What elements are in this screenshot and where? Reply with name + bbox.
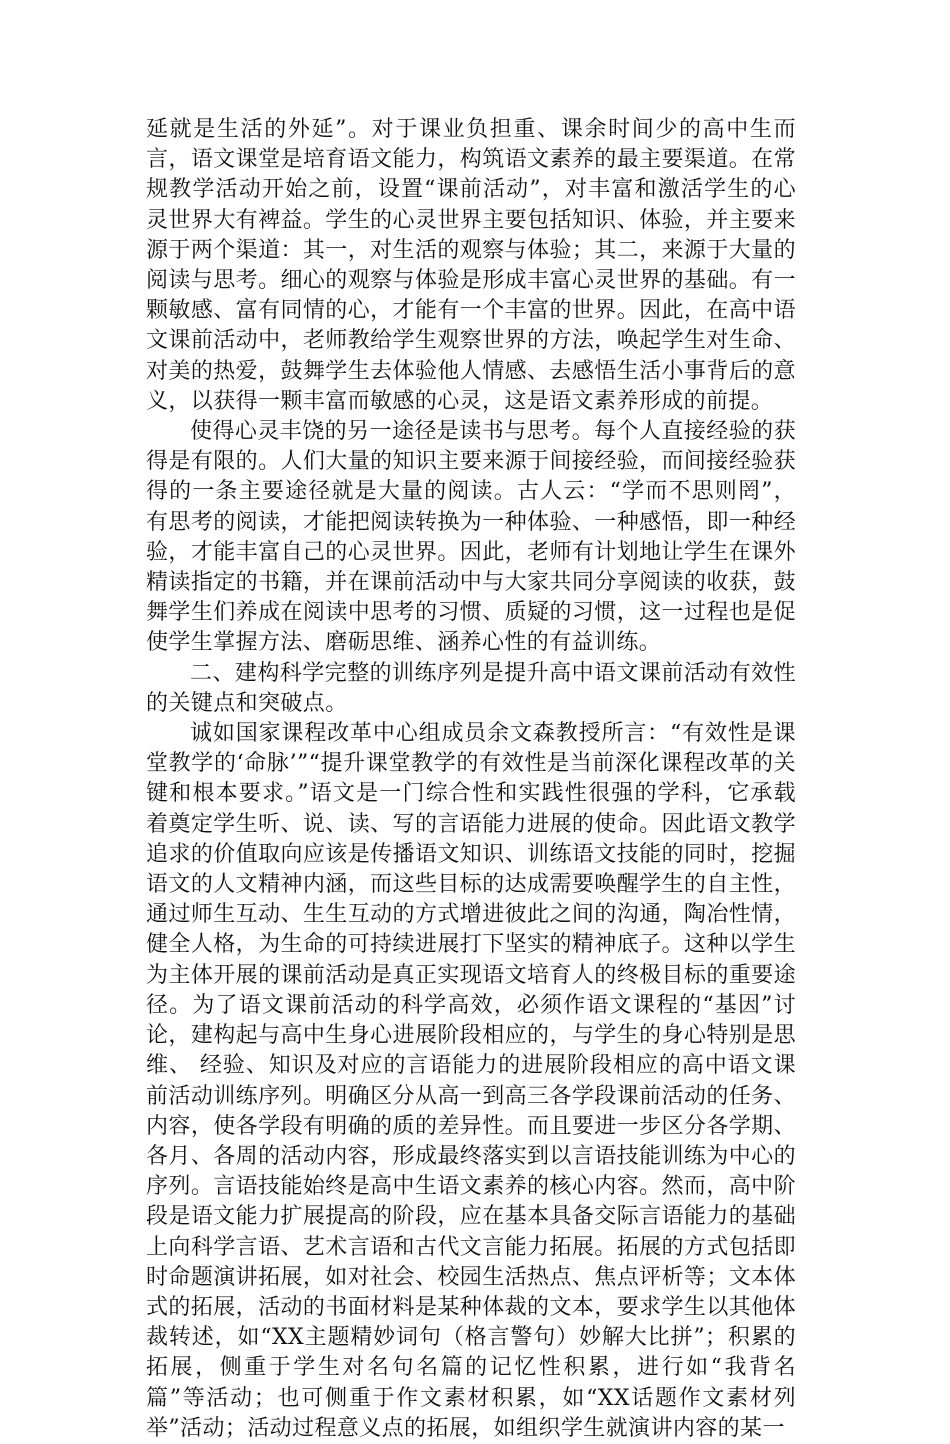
paragraph-2: 使得心灵丰饶的另一途径是读书与思考。每个人直接经验的获得是有限的。人们大量的知识主要来源于间接经验，而间接经验获得的一条主要途径就是大量的阅读。古人云：“学而不思则罔”，有思考的阅读，才能把阅读转换为一种体验、一种感悟，即一种经验，才能丰富自己的心灵世界。因此，老师有计划地让学生在课外精读指定的书籍，并在课前活动中与大家共同分享阅读的收获，鼓舞学生们养成在阅读中思考的习惯、质疑的习惯，这一过程也是促使学生掌握方法、磨砺思维、涵养心性的有益训练。	[146, 419, 796, 656]
paragraph-3: 诚如国家课程改革中心组成员余文森教授所言：“有效性是课堂教学的‘命脉’”“提升课堂教学的有效性是当前深化课程改革的关键和根本要求。”语文是一门综合性和实践性很强的学科，它承载着奠定学生听、说、读、写的言语能力进展的使命。因此语文教学追求的价值取向应该是传播语文知识、训练语文技能的同时，挖掘语文的人文精神内涵，而这些目标的达成需要唤醒学生的自主性，通过师生互动、生生互动的方式增进彼此之间的沟通，陶冶性情，健全人格，为生命的可持续进展打下坚实的精神底子。这种以学生为主体开展的课前活动是真正实现语文培育人的终极目标的重要途径。为了语文课前活动的科学高效，必须作语文课程的“基因”讨论，建构起与高中生身心进展阶段相应的，与学生的身心特别是思维、 经验、知识及对应的言语能力的进展阶段相应的高中语文课前活动训练序列。明确区分从高一到高三各学段课前活动的任务、内容，使各学段有明确的质的差异性。而且要进一步区分各学期、各月、各周的活动内容，形成最终落实到以言语技能训练为中心的序列。言语技能始终是高中生语文素养的核心内容。然而，高中阶段是语文能力扩展提高的阶段，应在基本具备交际言语能力的基础上向科学言语、艺术言语和古代文言能力拓展。拓展的方式包括即时命题演讲拓展，如对社会、校园生活热点、焦点评析等；文本体式的拓展，活动的书面材料是某种体裁的文本，要求学生以其他体裁转述，如“XX主题精妙词句（格言警句）妙解大比拼”；积累的拓展，侧重于学生对名句名篇的记忆性积累，进行如“我背名篇”等活动；也可侧重于作文素材积累，如“XX话题作文素材列举”活动；活动过程意义点的拓展，如组织学生就演讲内容的某一	[146, 721, 796, 1441]
section-heading: 二、建构科学完整的训练序列是提升高中语文课前活动有效性的关键点和突破点。	[146, 660, 796, 716]
body-text	[146, 115, 796, 1444]
paragraph-1: 延就是生活的外延”。对于课业负担重、课余时间少的高中生而言，语文课堂是培育语文能力，构筑语文素养的最主要渠道。在常规教学活动开始之前，设置“课前活动”，对丰富和激活学生的心灵世界大有裨益。学生的心灵世界主要包括知识、体验，并主要来源于两个渠道：其一，对生活的观察与体验；其二，来源于大量的阅读与思考。细心的观察与体验是形成丰富心灵世界的基础。有一颗敏感、富有同情的心，才能有一个丰富的世界。因此，在高中语文课前活动中，老师教给学生观察世界的方法，唤起学生对生命、对美的热爱，鼓舞学生去体验他人情感、去感悟生活小事背后的意义，以获得一颗丰富而敏感的心灵，这是语文素养形成的前提。	[146, 117, 796, 414]
